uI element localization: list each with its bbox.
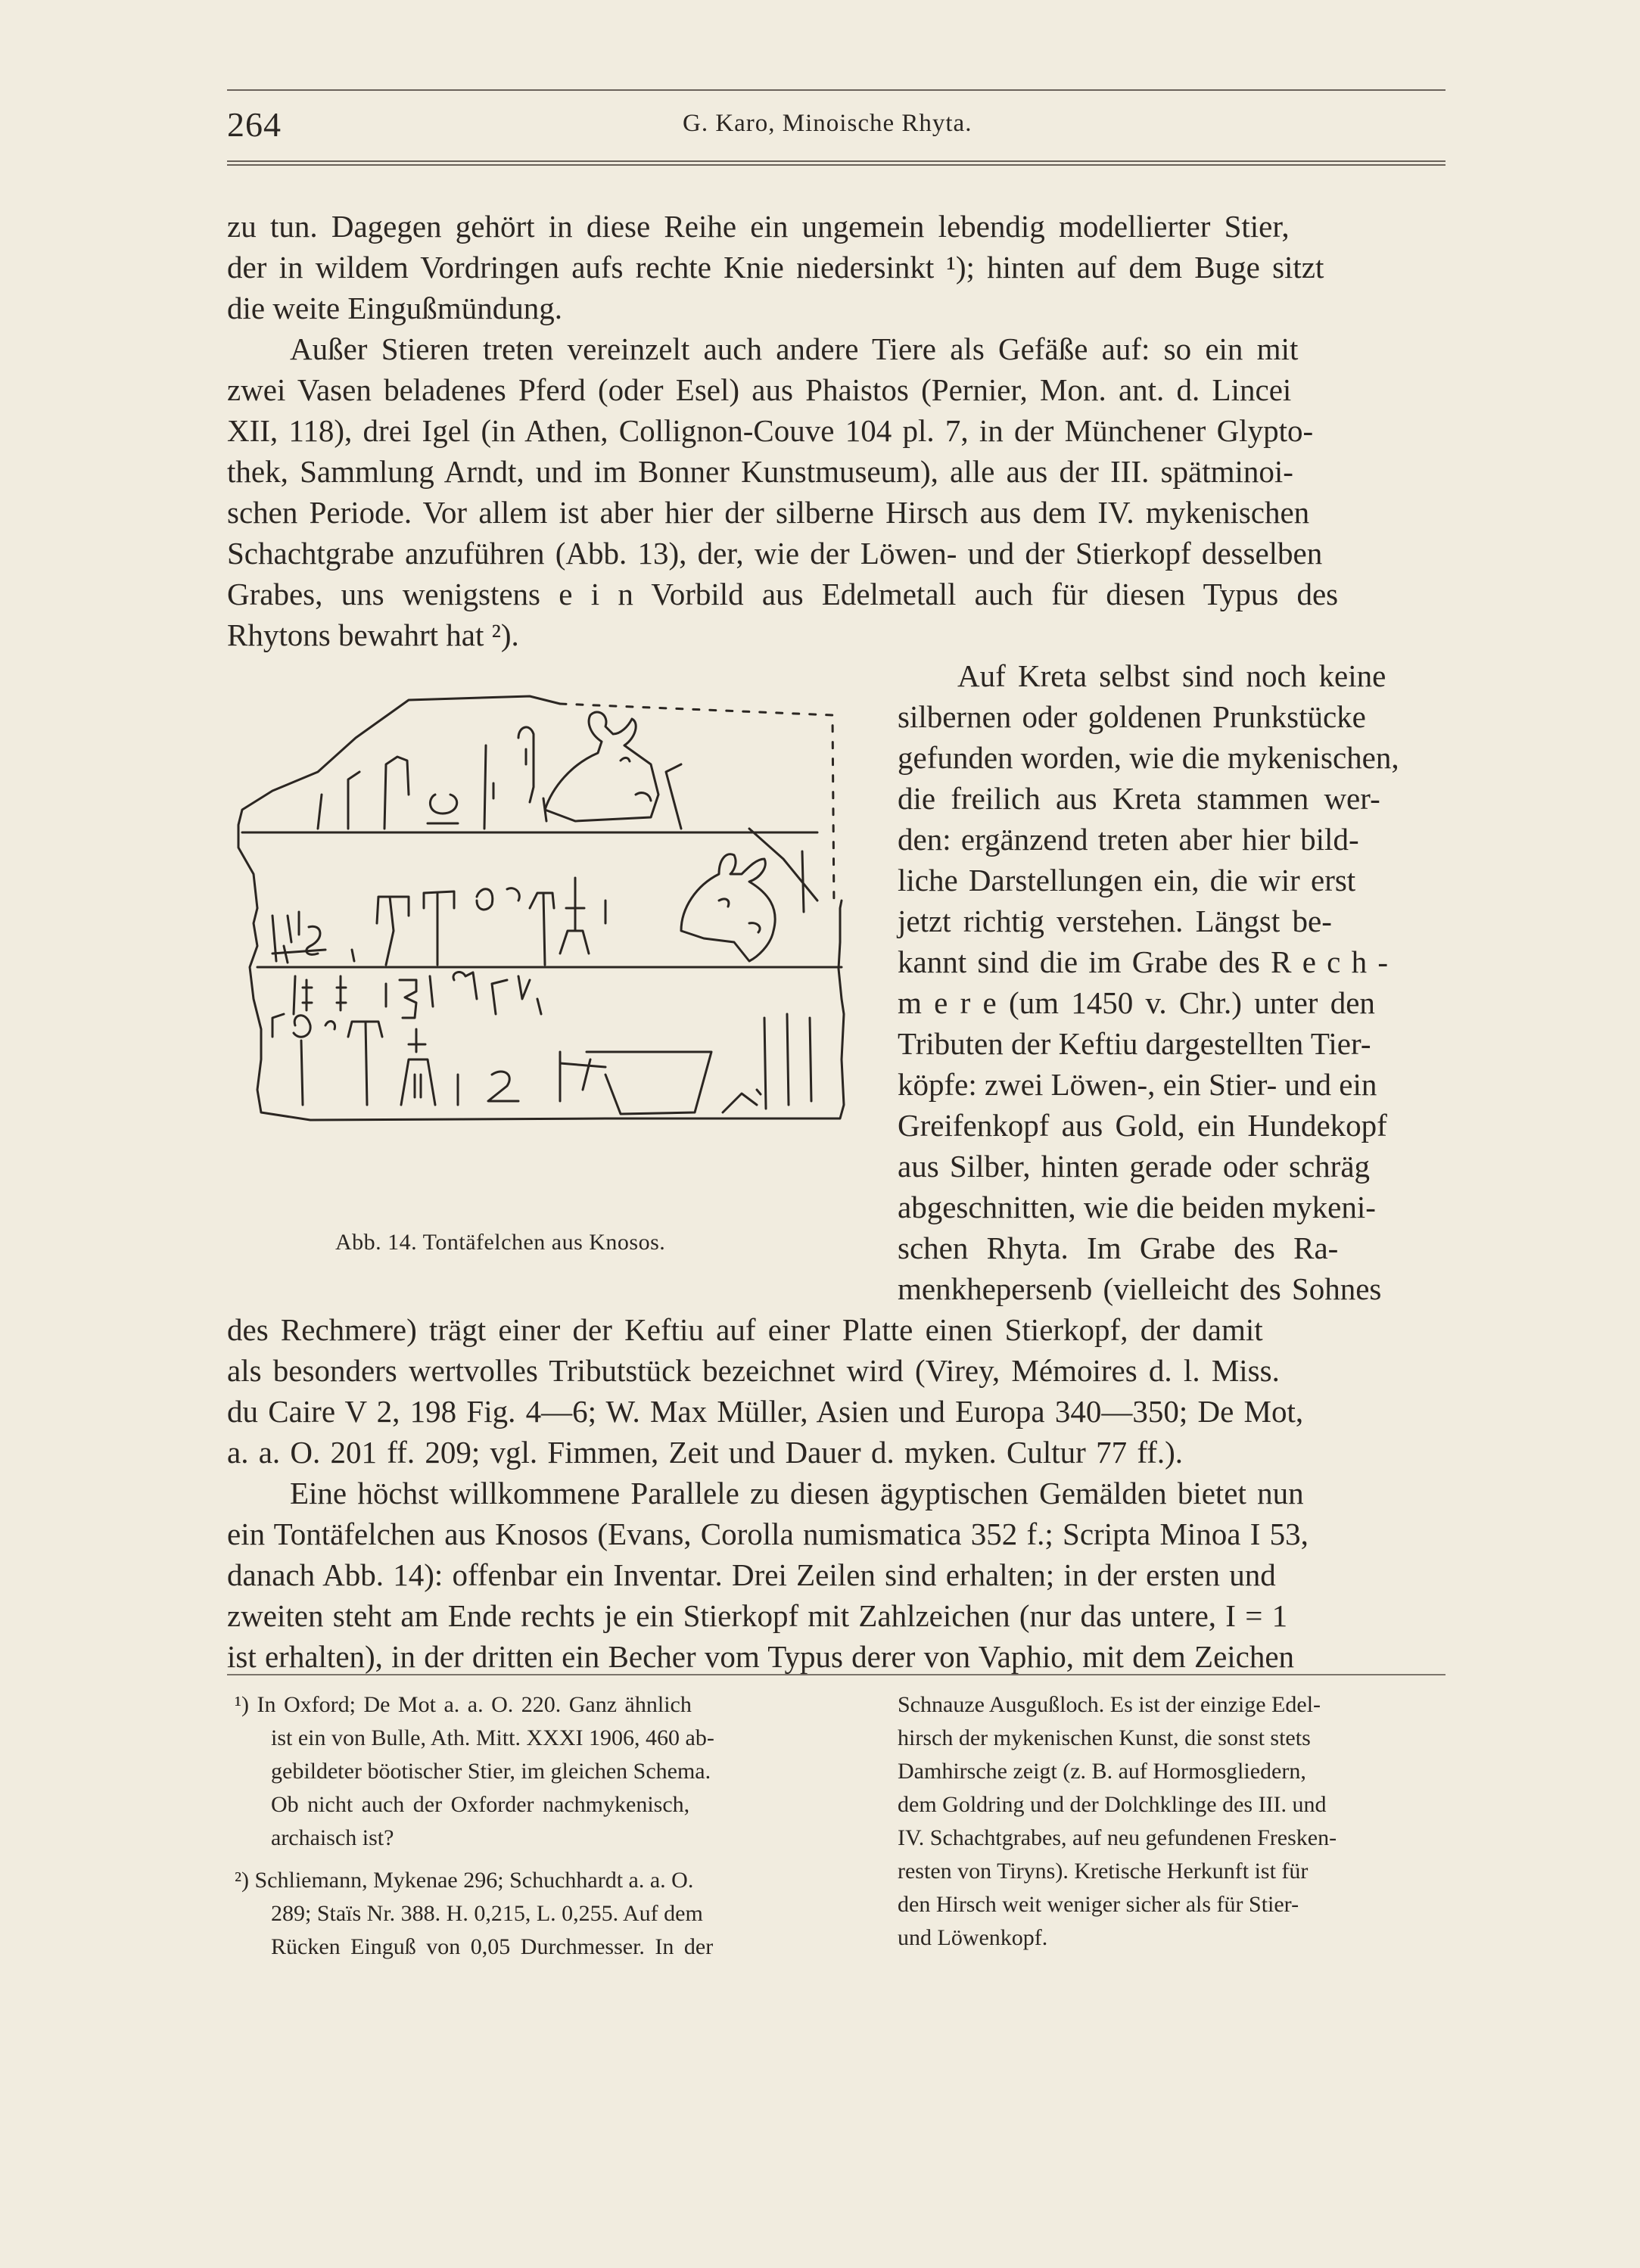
running-head: G. Karo, Minoische Rhyta.: [683, 110, 972, 137]
footnote-line: Rücken Einguß von 0,05 Durchmesser. In der: [271, 1934, 714, 1959]
footnote-rule: [227, 1674, 1446, 1675]
text-line: schen Periode. Vor allem ist aber hier der silberne Hirsch aus dem IV. mykenischen: [227, 495, 1310, 530]
text-line: köpfe: zwei Löwen-, ein Stier- und ein: [898, 1067, 1377, 1102]
page-number: 264: [227, 105, 282, 144]
text-line: du Caire V 2, 198 Fig. 4—6; W. Max Müller, Asien und Europa 340—350; De Mot,: [227, 1394, 1304, 1429]
text-line: Grabes, uns wenigstens e i n Vorbild aus Edelmetall auch für diesen Typus des: [227, 577, 1339, 611]
text-line: thek, Sammlung Arndt, und im Bonner Kunstmuseum), alle aus der III. spätminoi-: [227, 454, 1293, 489]
text-line: aus Silber, hinten gerade oder schräg: [898, 1149, 1371, 1184]
text-line: Außer Stieren treten vereinzelt auch andere Tiere als Gefäße auf: so ein mit: [290, 331, 1299, 366]
text-line: des Rechmere) trägt einer der Keftiu auf einer Platte einen Stierkopf, der damit: [227, 1312, 1263, 1347]
text-line: liche Darstellungen ein, die wir erst: [898, 863, 1356, 898]
footnote-line: den Hirsch weit weniger sicher als für Stier-: [898, 1892, 1299, 1917]
text-line: danach Abb. 14): offenbar ein Inventar. Drei Zeilen sind erhalten; in der ersten und: [227, 1557, 1276, 1592]
text-line: Rhytons bewahrt hat ²).: [227, 618, 519, 652]
text-line: kannt sind die im Grabe des R e c h -: [898, 944, 1389, 979]
footnote-line: ist ein von Bulle, Ath. Mitt. XXXI 1906, 460 ab-: [271, 1725, 714, 1750]
text-line: schen Rhyta. Im Grabe des Ra-: [898, 1230, 1339, 1265]
figure-tablet-drawing: [227, 681, 855, 1203]
text-line: Auf Kreta selbst sind noch keine: [957, 658, 1386, 693]
footnote-line: hirsch der mykenischen Kunst, die sonst stets: [898, 1725, 1311, 1750]
text-line: Eine höchst willkommene Parallele zu diesen ägyptischen Gemälden bietet nun: [290, 1476, 1304, 1510]
header-rule-double: [227, 160, 1446, 166]
footnote-line: und Löwenkopf.: [898, 1925, 1048, 1950]
text-line: ist erhalten), in der dritten ein Becher vom Typus derer von Vaphio, mit dem Zeichen: [227, 1639, 1295, 1674]
footnote-line: archaisch ist?: [271, 1825, 394, 1850]
footnote-line: resten von Tiryns). Kretische Herkunft ist für: [898, 1859, 1309, 1884]
text-line: die weite Eingußmündung.: [227, 291, 562, 325]
header-rule-top: [227, 89, 1446, 91]
text-line: Schachtgrabe anzuführen (Abb. 13), der, wie der Löwen- und der Stierkopf desselben: [227, 536, 1323, 571]
footnote-line: 289; Staïs Nr. 388. H. 0,215, L. 0,255. Auf dem: [271, 1901, 703, 1926]
text-line: silbernen oder goldenen Prunkstücke: [898, 699, 1366, 734]
text-line: der in wildem Vordringen aufs rechte Knie niedersinkt ¹); hinten auf dem Buge sitzt: [227, 250, 1324, 285]
text-line: ein Tontäfelchen aus Knosos (Evans, Corolla numismatica 352 f.; Scripta Minoa I 53,: [227, 1517, 1309, 1551]
text-line: m e r e (um 1450 v. Chr.) unter den: [898, 985, 1375, 1020]
text-line: zu tun. Dagegen gehört in diese Reihe ein ungemein lebendig modellierter Stier,: [227, 209, 1290, 244]
text-line: gefunden worden, wie die mykenischen,: [898, 740, 1399, 775]
text-line: den: ergänzend treten aber hier bild-: [898, 822, 1359, 857]
footnote-line: Schnauze Ausgußloch. Es ist der einzige Edel-: [898, 1692, 1321, 1717]
footnote-line: ²) Schliemann, Mykenae 296; Schuchhardt a. a. O.: [235, 1868, 694, 1893]
text-line: abgeschnitten, wie die beiden mykeni-: [898, 1190, 1376, 1224]
text-line: zweiten steht am Ende rechts je ein Stierkopf mit Zahlzeichen (nur das untere, I = 1: [227, 1598, 1288, 1633]
text-line: Greifenkopf aus Gold, ein Hundekopf: [898, 1108, 1387, 1143]
footnote-line: gebildeter böotischer Stier, im gleichen Schema.: [271, 1759, 711, 1784]
tablet-illustration: [227, 681, 855, 1203]
text-line: zwei Vasen beladenes Pferd (oder Esel) aus Phaistos (Pernier, Mon. ant. d. Lincei: [227, 372, 1292, 407]
text-line: Tributen der Keftiu dargestellten Tier-: [898, 1026, 1371, 1061]
footnote-line: Ob nicht auch der Oxforder nachmykenisch,: [271, 1792, 690, 1817]
footnote-line: Damhirsche zeigt (z. B. auf Hormosgliedern,: [898, 1759, 1306, 1784]
text-line: XII, 118), drei Igel (in Athen, Collignon-Couve 104 pl. 7, in der Münchener Glypto-: [227, 413, 1314, 448]
footnote-line: ¹) In Oxford; De Mot a. a. O. 220. Ganz ähnlich: [235, 1692, 692, 1717]
footnote-line: dem Goldring und der Dolchklinge des III. und: [898, 1792, 1327, 1817]
text-line: a. a. O. 201 ff. 209; vgl. Fimmen, Zeit und Dauer d. myken. Cultur 77 ff.).: [227, 1435, 1184, 1470]
text-line: jetzt richtig verstehen. Längst be-: [898, 904, 1332, 938]
text-line: die freilich aus Kreta stammen wer-: [898, 781, 1380, 816]
text-line: menkhepersenb (vielleicht des Sohnes: [898, 1271, 1382, 1306]
footnote-line: IV. Schachtgrabes, auf neu gefundenen Fresken-: [898, 1825, 1337, 1850]
figure-caption: Abb. 14. Tontäfelchen aus Knosos.: [335, 1230, 666, 1255]
text-line: als besonders wertvolles Tributstück bezeichnet wird (Virey, Mémoires d. l. Miss.: [227, 1353, 1280, 1388]
